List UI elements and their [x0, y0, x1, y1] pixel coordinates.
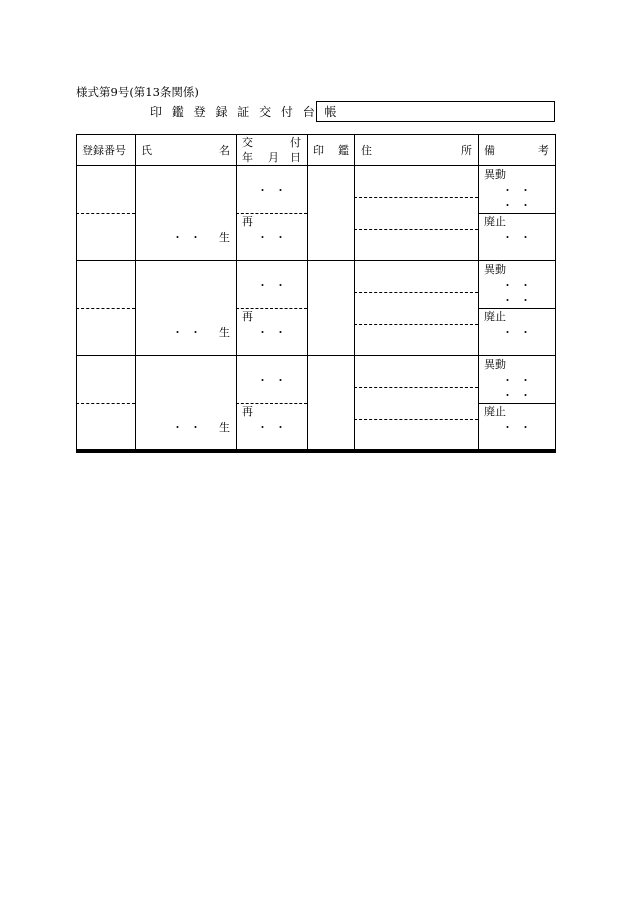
reissue-label: 再	[242, 215, 253, 228]
remarks-separator	[478, 308, 556, 309]
ledger-title: 印 鑑 登 録 証 交 付 台 帳	[150, 105, 340, 119]
title-box[interactable]	[316, 101, 555, 122]
remarks-separator	[478, 403, 556, 404]
issue-dash	[236, 213, 307, 214]
change-date-dots-2: ・ ・	[502, 389, 531, 402]
header-name-right: 名	[219, 144, 230, 157]
address-dash-2	[354, 324, 478, 325]
abolish-label: 廃止	[484, 405, 506, 418]
change-date-dots-2: ・ ・	[502, 294, 531, 307]
reissue-date-dots: ・ ・	[257, 326, 286, 339]
group-separator-1	[76, 260, 556, 261]
form-label: 様式第9号(第13条関係)	[76, 85, 199, 99]
header-issue-top-left: 交	[242, 136, 253, 149]
address-dash-1	[354, 387, 478, 388]
reissue-label: 再	[242, 405, 253, 418]
col-divider-1	[135, 134, 136, 450]
reg-number-dash	[76, 213, 135, 214]
header-seal-left: 印	[313, 144, 324, 157]
abolish-label: 廃止	[484, 310, 506, 323]
header-name-left: 氏	[141, 144, 152, 157]
abolish-label: 廃止	[484, 215, 506, 228]
abolish-date-dots: ・ ・	[502, 231, 531, 244]
issue-date-dots: ・ ・	[257, 184, 286, 197]
table-bottom-rule	[76, 449, 556, 453]
birth-label: 生	[219, 231, 230, 244]
header-issue-top-right: 付	[290, 136, 301, 149]
birth-date-dots: ・ ・	[172, 421, 201, 434]
reissue-label: 再	[242, 310, 253, 323]
change-date-dots-1: ・ ・	[502, 184, 531, 197]
header-issue-month: 月	[268, 151, 279, 164]
header-issue-year: 年	[242, 151, 253, 164]
address-dash-1	[354, 197, 478, 198]
issue-dash	[236, 308, 307, 309]
abolish-date-dots: ・ ・	[502, 421, 531, 434]
header-seal-right: 鑑	[338, 144, 349, 157]
birth-date-dots: ・ ・	[172, 231, 201, 244]
change-label: 異動	[484, 168, 506, 181]
abolish-date-dots: ・ ・	[502, 326, 531, 339]
ledger-table	[76, 134, 556, 454]
change-date-dots-1: ・ ・	[502, 279, 531, 292]
header-remarks-right: 考	[538, 144, 549, 157]
col-divider-3	[307, 134, 308, 450]
birth-date-dots: ・ ・	[172, 326, 201, 339]
remarks-separator	[478, 213, 556, 214]
header-registration-number: 登録番号	[82, 144, 126, 157]
reg-number-dash	[76, 403, 135, 404]
header-address-right: 所	[461, 144, 472, 157]
change-label: 異動	[484, 358, 506, 371]
header-remarks-left: 備	[484, 144, 495, 157]
header-address-left: 住	[361, 144, 372, 157]
birth-label: 生	[219, 326, 230, 339]
issue-dash	[236, 403, 307, 404]
group-separator-2	[76, 355, 556, 356]
change-label: 異動	[484, 263, 506, 276]
birth-label: 生	[219, 421, 230, 434]
header-issue-day: 日	[290, 151, 301, 164]
change-date-dots-2: ・ ・	[502, 199, 531, 212]
address-dash-1	[354, 292, 478, 293]
reissue-date-dots: ・ ・	[257, 421, 286, 434]
address-dash-2	[354, 229, 478, 230]
address-dash-2	[354, 419, 478, 420]
change-date-dots-1: ・ ・	[502, 374, 531, 387]
reissue-date-dots: ・ ・	[257, 231, 286, 244]
header-separator	[76, 165, 556, 166]
issue-date-dots: ・ ・	[257, 279, 286, 292]
reg-number-dash	[76, 308, 135, 309]
issue-date-dots: ・ ・	[257, 374, 286, 387]
